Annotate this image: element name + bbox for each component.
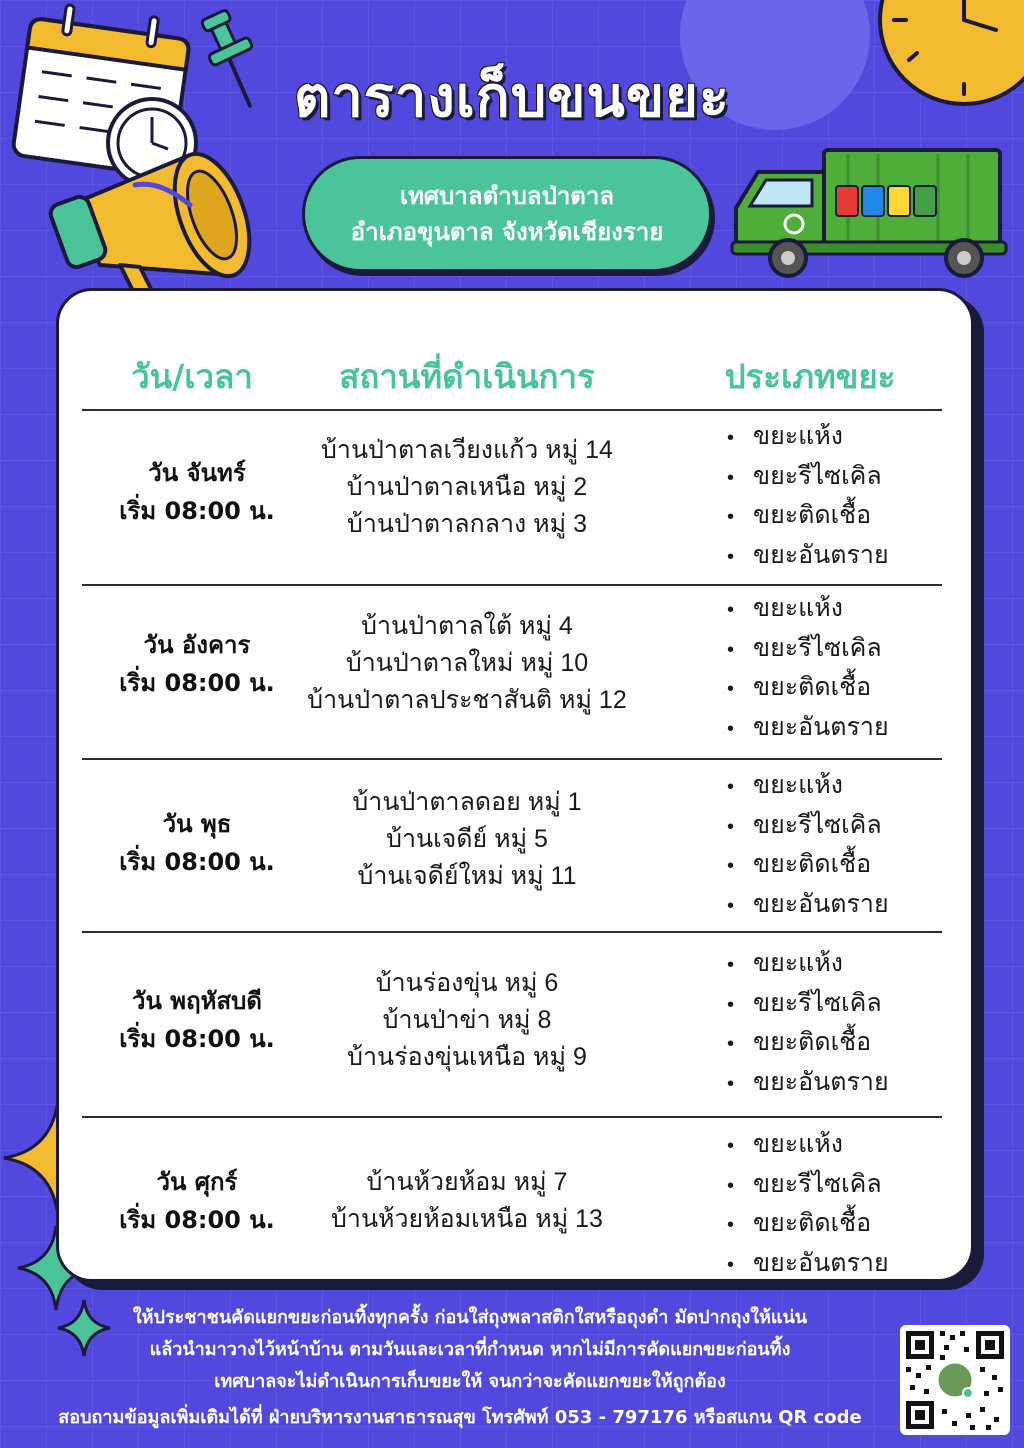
- qr-code-image: [900, 1325, 1010, 1435]
- table-divider: [82, 931, 942, 933]
- start-time: เริ่ม 08:00 น.: [119, 848, 275, 876]
- waste-type-item: • ขยะรีไซเคิล: [727, 985, 937, 1025]
- start-time: เริ่ม 08:00 น.: [119, 669, 275, 697]
- day-label: วัน พฤหัสบดี: [132, 987, 262, 1015]
- page-title: ตารางเก็บขนขยะ: [293, 65, 730, 130]
- waste-type-item: • ขยะแห้ง: [727, 945, 937, 985]
- waste-type-item: • ขยะติดเชื้อ: [727, 1024, 937, 1064]
- day-label: วัน พุธ: [162, 810, 232, 838]
- header-waste-type: ประเภทขยะ: [724, 357, 896, 396]
- footer-line-1: ให้ประชาชนคัดแยกขยะก่อนทิ้งทุกครั้ง ก่อนใส่ถุงพลาสติกใสหรือถุงดำ มัดปากถุงให้แน่น: [132, 1307, 808, 1328]
- start-time: เริ่ม 08:00 น.: [119, 497, 275, 525]
- day-time-cell: [92, 982, 302, 1058]
- location-item: บ้านห้วยห้อม หมู่ 7: [366, 1168, 568, 1196]
- footer-line-3: เทศบาลจะไม่ดำเนินการเก็บขยะให้ จนกว่าจะคัดแยกขยะให้ถูกต้อง: [214, 1371, 726, 1392]
- waste-type-item: • ขยะรีไซเคิล: [727, 458, 937, 498]
- garbage-truck-icon: [728, 146, 1010, 280]
- waste-type-item: • ขยะติดเชื้อ: [727, 846, 937, 886]
- waste-type-item: • ขยะแห้ง: [727, 767, 937, 807]
- location-item: บ้านป่าตาลประชาสันติ หมู่ 12: [307, 686, 627, 714]
- table-divider: [82, 584, 942, 586]
- location-cell: [282, 1164, 652, 1238]
- start-time: เริ่ม 08:00 น.: [119, 1025, 275, 1053]
- waste-type-list: [727, 418, 937, 576]
- location-cell: [282, 965, 652, 1076]
- table-row: [82, 1126, 942, 1276]
- table-divider: [82, 758, 942, 760]
- location-cell: [282, 432, 652, 543]
- subtitle-line-2: อำเภอขุนตาล จังหวัดเชียงราย: [350, 218, 664, 246]
- waste-type-item: • ขยะแห้ง: [727, 590, 937, 630]
- table-row: [82, 418, 942, 578]
- waste-type-item: • ขยะติดเชื้อ: [727, 669, 937, 709]
- location-item: บ้านป่าตาลใต้ หมู่ 4: [361, 612, 573, 640]
- waste-type-item: • ขยะติดเชื้อ: [727, 497, 937, 537]
- table-row: [82, 767, 942, 927]
- day-label: วัน ศุกร์: [156, 1168, 238, 1196]
- day-time-cell: [92, 454, 302, 530]
- day-time-cell: [92, 1163, 302, 1239]
- qr-code[interactable]: [900, 1325, 1010, 1435]
- location-item: บ้านป่าตาลเหนือ หมู่ 2: [346, 473, 588, 501]
- footer-line-2: แล้วนำมาวางไว้หน้าบ้าน ตามวันและเวลาที่กำหนด หากไม่มีการคัดแยกขยะก่อนทิ้ง: [149, 1339, 791, 1360]
- waste-type-list: [727, 767, 937, 925]
- table-divider: [82, 409, 942, 411]
- waste-type-item: • ขยะรีไซเคิล: [727, 630, 937, 670]
- waste-type-list: [727, 945, 937, 1103]
- location-item: บ้านร่องขุ่นเหนือ หมู่ 9: [347, 1043, 587, 1071]
- day-time-cell: [92, 626, 302, 702]
- day-label: วัน อังคาร: [143, 631, 251, 659]
- subtitle-banner: [302, 156, 712, 272]
- waste-type-item: • ขยะอันตราย: [727, 709, 937, 749]
- footer-notice: [40, 1302, 900, 1398]
- waste-type-item: • ขยะติดเชื้อ: [727, 1205, 937, 1245]
- start-time: เริ่ม 08:00 น.: [119, 1206, 275, 1234]
- location-item: บ้านป่าตาลดอย หมู่ 1: [352, 788, 582, 816]
- location-item: บ้านเจดีย์ใหม่ หมู่ 11: [357, 862, 577, 890]
- table-row: [82, 590, 942, 750]
- waste-type-item: • ขยะอันตราย: [727, 537, 937, 577]
- table-divider: [82, 1116, 942, 1118]
- header-location: สถานที่ดำเนินการ: [339, 357, 595, 396]
- waste-type-item: • ขยะรีไซเคิล: [727, 1166, 937, 1206]
- waste-type-item: • ขยะแห้ง: [727, 1126, 937, 1166]
- waste-type-list: [727, 590, 937, 748]
- header-day-time: วัน/เวลา: [131, 357, 253, 396]
- day-label: วัน จันทร์: [148, 459, 246, 487]
- waste-type-item: • ขยะอันตราย: [727, 1245, 937, 1285]
- location-item: บ้านป่าตาลใหม่ หมู่ 10: [345, 649, 589, 677]
- location-item: บ้านห้วยห้อมเหนือ หมู่ 13: [331, 1205, 603, 1233]
- location-cell: [282, 608, 652, 719]
- location-item: บ้านป่าตาลกลาง หมู่ 3: [347, 510, 587, 538]
- subtitle-line-1: เทศบาลตำบลป่าตาล: [399, 182, 615, 210]
- contact-info: สอบถามข้อมูลเพิ่มเติมได้ที่ ฝ่ายบริหารงานสาธารณสุข โทรศัพท์ 053 - 797176 หรือสแกน QR code: [58, 1407, 862, 1428]
- waste-type-item: • ขยะแห้ง: [727, 418, 937, 458]
- table-row: [82, 945, 942, 1110]
- location-item: บ้านร่องขุ่น หมู่ 6: [375, 969, 559, 997]
- waste-type-item: • ขยะอันตราย: [727, 886, 937, 926]
- location-item: บ้านเจดีย์ หมู่ 5: [386, 825, 548, 853]
- location-item: บ้านป่าข่า หมู่ 8: [382, 1006, 552, 1034]
- location-item: บ้านป่าตาลเวียงแก้ว หมู่ 14: [321, 436, 613, 464]
- waste-type-item: • ขยะอันตราย: [727, 1064, 937, 1104]
- waste-type-list: [727, 1126, 937, 1284]
- waste-type-item: • ขยะรีไซเคิล: [727, 807, 937, 847]
- location-cell: [282, 784, 652, 895]
- day-time-cell: [92, 805, 302, 881]
